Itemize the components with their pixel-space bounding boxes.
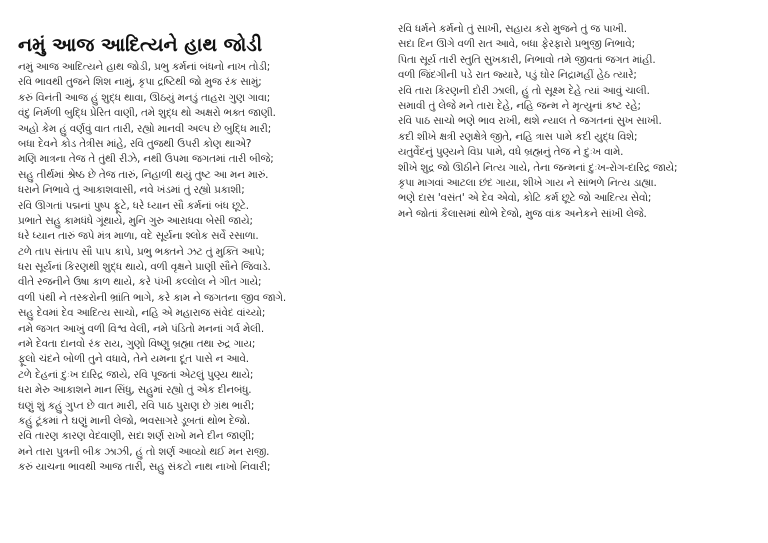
left-column-line: રવિ ઊગતાં પદ્મનાં પુષ્પ ફૂટે, ધરે ધ્યાન સૌ કર્મનાં બંધ છૂટે. [18, 199, 249, 212]
left-column-line: નમે જગત આખું વળી વિશ્વ વેલી, નમે પંડિતો મનનાં ગર્વ મેલી. [18, 322, 264, 335]
right-column-line: સદા દિન ઊગે વળી રાત આવે, બધા ફેરફારો પ્રભુજી નિભાવે; [398, 38, 635, 51]
left-column-line: કરું વિનંતી આજ હું શુદ્ધ થાવા, ઊઠયું મનડું તાહરા ગુણ ગાવા; [18, 91, 271, 104]
left-column-line: ટળે દેહનાં દુઃખ દારિદ્ર જાયે, રવિ પૂજતાં એટલું પુણ્ય થાયે; [18, 368, 254, 381]
left-column-line: બધા દેવને કોડ તેત્રીસ માંહે, રવિ તુજથી ઉપરી કોણ થાએ? [18, 137, 252, 150]
left-column-line: નમે દેવતા દાનવો રંક રાય, ગુણો વિષ્ણુ બ્રહ્મા તથા રુદ્ર ગાય; [18, 338, 256, 351]
left-column-line: વીતે રજનીને ઉષા કાળ થાયે, કરે પંખી કલ્લોલ ને ગીત ગાયે; [18, 276, 262, 289]
left-column-line: અહો કેમ હું વર્ણવું વાત તારી, રહ્યો માનવી અલ્પ છે બુદ્ધિ મારી; [18, 122, 272, 135]
left-column-line: મને તારા પુત્રની બીક ઝાઝી, હું તો શર્ણ આવ્યો થઈ મન રાજી. [18, 445, 270, 458]
left-column-line: ધરે ધ્યાન તારું જપે મંત્ર માળા, વદે સૂર્યના શ્લોક સર્વે રસાળા. [18, 230, 259, 243]
left-column-line: રવિ ભાવથી તુજને શિશ નામું, કૃપા દ્રષ્ટિથી જો મુજ રંક સામું; [18, 76, 262, 89]
left-column [18, 60, 363, 476]
right-column-line: યતુર્વેદનું પુણ્યને વિપ્ર પામે, વધે બ્રહ્મનું તેજ ને દુઃખ વામે. [398, 146, 624, 159]
left-column-line: સહુ તીર્થમાં શ્રેષ્ઠ છે તેજ તારું, નિહાળી થયું તુષ્ટ આ મન મારું. [18, 168, 269, 181]
left-column-line: નમું આજ આદિત્યને હાથ જોડી, પ્રભુ કર્મનાં બંધનો નાખ તોડી; [18, 61, 271, 73]
left-column-line: ફૂલો ચંદને બોળી તુને વધાવે, તેને યમના દૂત પાસે ન આવે. [18, 353, 249, 366]
left-column-line: વળી પંથી ને તસ્કરોની ભ્રાંતિ ભાગે, કરે કામ ને જગતના જીવ જાગે. [18, 291, 286, 304]
left-column-line: મણિ માત્રના તેજ તે તુંથી રીઝે, નથી ઉપમા જગતમાં તારી બીજે; [18, 153, 274, 166]
left-column-line: કહું ટૂંકમાં તે ઘણું માની લેજો, ભવસાગરે ડૂબતાં થોભ દેજો. [18, 414, 250, 427]
left-column-line: ધરા મેરુ આકાશને માન સિંધુ, સહુમાં રહ્યો તું એક દીનબંધુ. [18, 384, 252, 397]
left-column-line: કરું યાચના ભાવથી આજ તારી, સહુ સંકટો નાથ નાખો નિવારી; [18, 461, 271, 474]
right-column-line: પિતા સૂર્ય તારી સ્તુતિ સુખકારી, નિભાવો તમે જીવતાં જગત માંહી. [398, 53, 656, 66]
left-column-line: ટળે તાપ સંતાપ સૌ પાપ કાપે, પ્રભુ ભક્તને ઝટ તું મુક્તિ આપે; [18, 245, 265, 258]
left-column-line: વંદુ નિર્મળી બુદ્ધિ પ્રેરિત વાણી, તમે શુદ્ધ થો અક્ષરો ભક્ત જાણી. [18, 107, 276, 120]
left-column-line: સહુ દેવમાં દેવ આદિત્ય સાચો, નહિ એ મહારાજ સંવેદ વાંચ્યો; [18, 307, 266, 320]
right-column-line: રવિ તારા કિરણની દોરી ઝાલી, હું તો સૂક્ષ્મ દેહે ત્યાં આવું ચાલી. [398, 84, 650, 97]
left-column-line: ઘણું શું કહું ગુપ્ત છે વાત મારી, રવિ પાઠ પુરાણ છે ગ્રંથ ભારી; [18, 399, 255, 412]
right-column [398, 22, 758, 222]
hymn-title: નમું આજ આદિત્યને હાથ જોડી [18, 33, 263, 56]
right-column-line: રવિ ધર્મને કર્મનો તું સાખી, સહાય કરો મુજને તું જ પાખી. [398, 23, 627, 35]
left-column-line: રવિ તારણ કારણ વેદવાણી, સદા શર્ણ રાખો મને દીન જાણી; [18, 430, 255, 443]
right-column-line: કૃપા માગવાં આટલા છંદ ગાયા, શીખે ગાય ને સાંભળે નિત્ય ડાહ્યા. [398, 176, 657, 189]
right-column-line: ભણે દાસ 'વસંત' એ દેવ એવો, કોટિ કર્મ છૂટે જો આદિત્ય સેવો; [398, 192, 652, 205]
right-column-line: મને જોતાં કૈલાસમાં થોભે દેજો, મુજ વાંક અનેકને સાંખી લેજે. [398, 207, 647, 220]
right-column-line: વળી જિંદગીની પડે રાત જ્યારે, પડું ઘોર નિદ્રામહીં હેઠ ત્યારે; [398, 69, 637, 82]
right-column-line: કદી શીખે ક્ષત્રી રણક્ષેત્રે જીતે, નહિ ત્રાસ પામે કદી યુદ્ધ વિશે; [398, 130, 638, 143]
left-column-line: ધરાને નિભાવે તું આકાશવાસી, નવે ખંડમાં તું રહ્યો પ્રકાશી; [18, 184, 245, 197]
left-column-line: પ્રભાતે સહુ કામધંધે ગૂંથાયે, મુનિ ગુરુ આરાધવા બેસી જાયે; [18, 214, 253, 227]
right-column-line: રવિ પાઠ સાચો ભણે ભાવ રાખી, થશે ન્યાલ તે જગતનાં સુખ સાખી. [398, 115, 662, 128]
left-column-line: ધરા સૂર્યનાં કિરણથી શુદ્ધ થાયે, વળી વૃક્ષને પ્રાણી સૌને જિવાડે. [18, 261, 271, 274]
right-column-line: શીખે શુદ્ર જો ઊઠીને નિત્ય ગાયે, તેના જન્મનાં દુઃખ-રોગ-દારિદ્ર જાયે; [398, 161, 678, 174]
right-column-line: સમાવી તું લેજે મને તારા દેહે, નહિ જન્મ ને મૃત્યુનાં કષ્ટ રહે; [398, 99, 641, 112]
